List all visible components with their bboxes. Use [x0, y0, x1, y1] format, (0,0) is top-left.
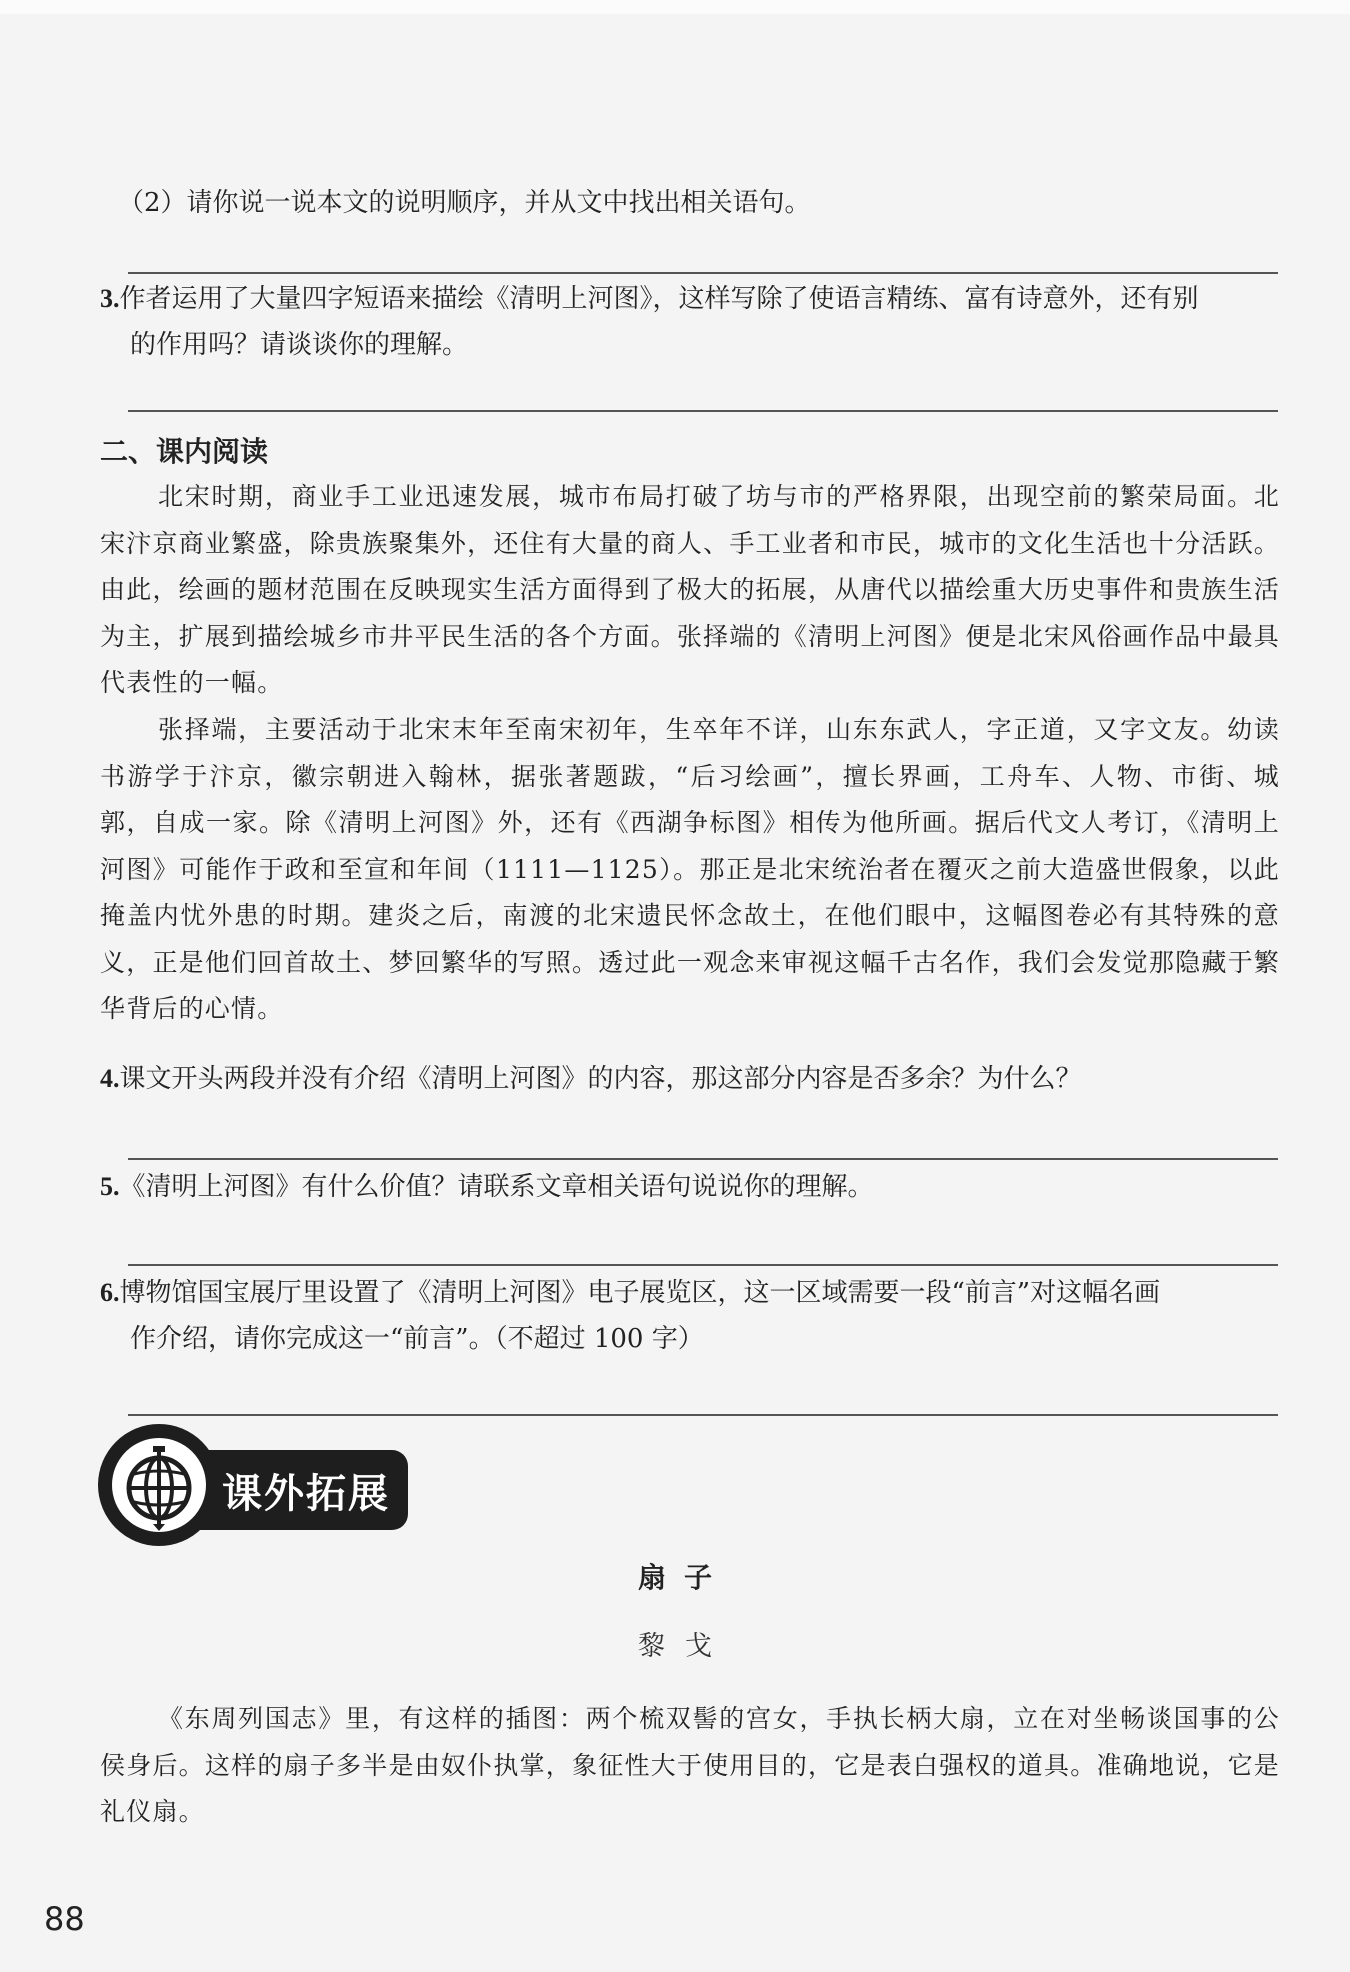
question-number: 5. [100, 1172, 120, 1201]
answer-line[interactable] [128, 272, 1278, 274]
section-title: 二、课内阅读 [100, 435, 269, 468]
question-number: 6. [100, 1278, 120, 1307]
answer-line[interactable] [128, 1414, 1278, 1416]
banner-circle [98, 1424, 220, 1546]
article-title: 扇子 [637, 1561, 730, 1594]
passage-paragraph: 北宋时期，商业手工业迅速发展，城市布局打破了坊与市的严格界限，出现空前的繁荣局面。北宋汴京商业繁盛，除贵族聚集外，还住有大量的商人、手工业者和市民，城市的文化生活也十分活跃。由此，绘画的题材范围在反映现实生活方面得到了极大的拓展，从唐代以描绘重大历史事件和贵族生活为主，扩展到描绘城乡市井平民生活的各个方面。张择端的《清明上河图》便是北宋风俗画作品中最具代表性的一幅。 [100, 482, 1280, 697]
question-text-cont: 的作用吗？请谈谈你的理解。 [130, 330, 469, 360]
question-6 [100, 1270, 1280, 1362]
banner-label: 课外拓展 [222, 1471, 390, 1517]
question-text: 课文开头两段并没有介绍《清明上河图》的内容，那这部分内容是否多余？为什么？ [119, 1064, 1082, 1094]
question-text: 《清明上河图》有什么价值？请联系文章相关语句说说你的理解。 [119, 1172, 874, 1202]
article-paragraph: 《东周列国志》里，有这样的插图：两个梳双髻的宫女，手执长柄大扇，立在对坐畅谈国事的公侯身后。这样的扇子多半是由奴仆执掌，象征性大于使用目的，它是表白强权的道具。准确地说，它是礼仪扇。 [100, 1704, 1280, 1826]
question-text: 作者运用了大量四字短语来描绘《清明上河图》，这样写除了使语言精练、富有诗意外，还有别 [119, 284, 1199, 314]
page-number: 88 [44, 1900, 85, 1938]
banner-inner [112, 1438, 206, 1532]
answer-line[interactable] [128, 1264, 1278, 1266]
question-2-sub: （2）请你说一说本文的说明顺序，并从文中找出相关语句。 [118, 188, 811, 218]
question-4 [100, 1056, 1280, 1102]
article-author: 黎戈 [638, 1631, 732, 1662]
question-number: 4. [100, 1064, 120, 1093]
answer-line[interactable] [128, 1158, 1278, 1160]
answer-line[interactable] [128, 410, 1278, 412]
question-text: 博物馆国宝展厅里设置了《清明上河图》电子展览区，这一区域需要一段“前言”对这幅名画 [119, 1278, 1161, 1308]
question-3 [100, 276, 1280, 368]
section-banner [98, 1424, 410, 1550]
question-number: 3. [100, 284, 120, 313]
question-text-cont: 作介绍，请你完成这一“前言”。（不超过 100 字） [130, 1324, 704, 1354]
passage-paragraph: 张择端，主要活动于北宋末年至南宋初年，生卒年不详，山东东武人，字正道，又字文友。幼读书游学于汴京，徽宗朝进入翰林，据张著题跋，“后习绘画”，擅长界画，工舟车、人物、市街、城郭，自成一家。除《清明上河图》外，还有《西湖争标图》相传为他所画。据后代文人考订，《清明上河图》可能作于政和至宣和年间（1111—1125）。那正是北宋统治者在覆灭之前大造盛世假象，以此掩盖内忧外患的时期。建炎之后，南渡的北宋遗民怀念故土，在他们眼中，这幅图卷必有其特殊的意义，正是他们回首故土、梦回繁华的写照。透过此一观念来审视这幅千古名作，我们会发觉那隐藏于繁华背后的心情。 [100, 715, 1280, 1023]
question-5 [100, 1164, 1280, 1210]
globe-icon [112, 1438, 206, 1532]
